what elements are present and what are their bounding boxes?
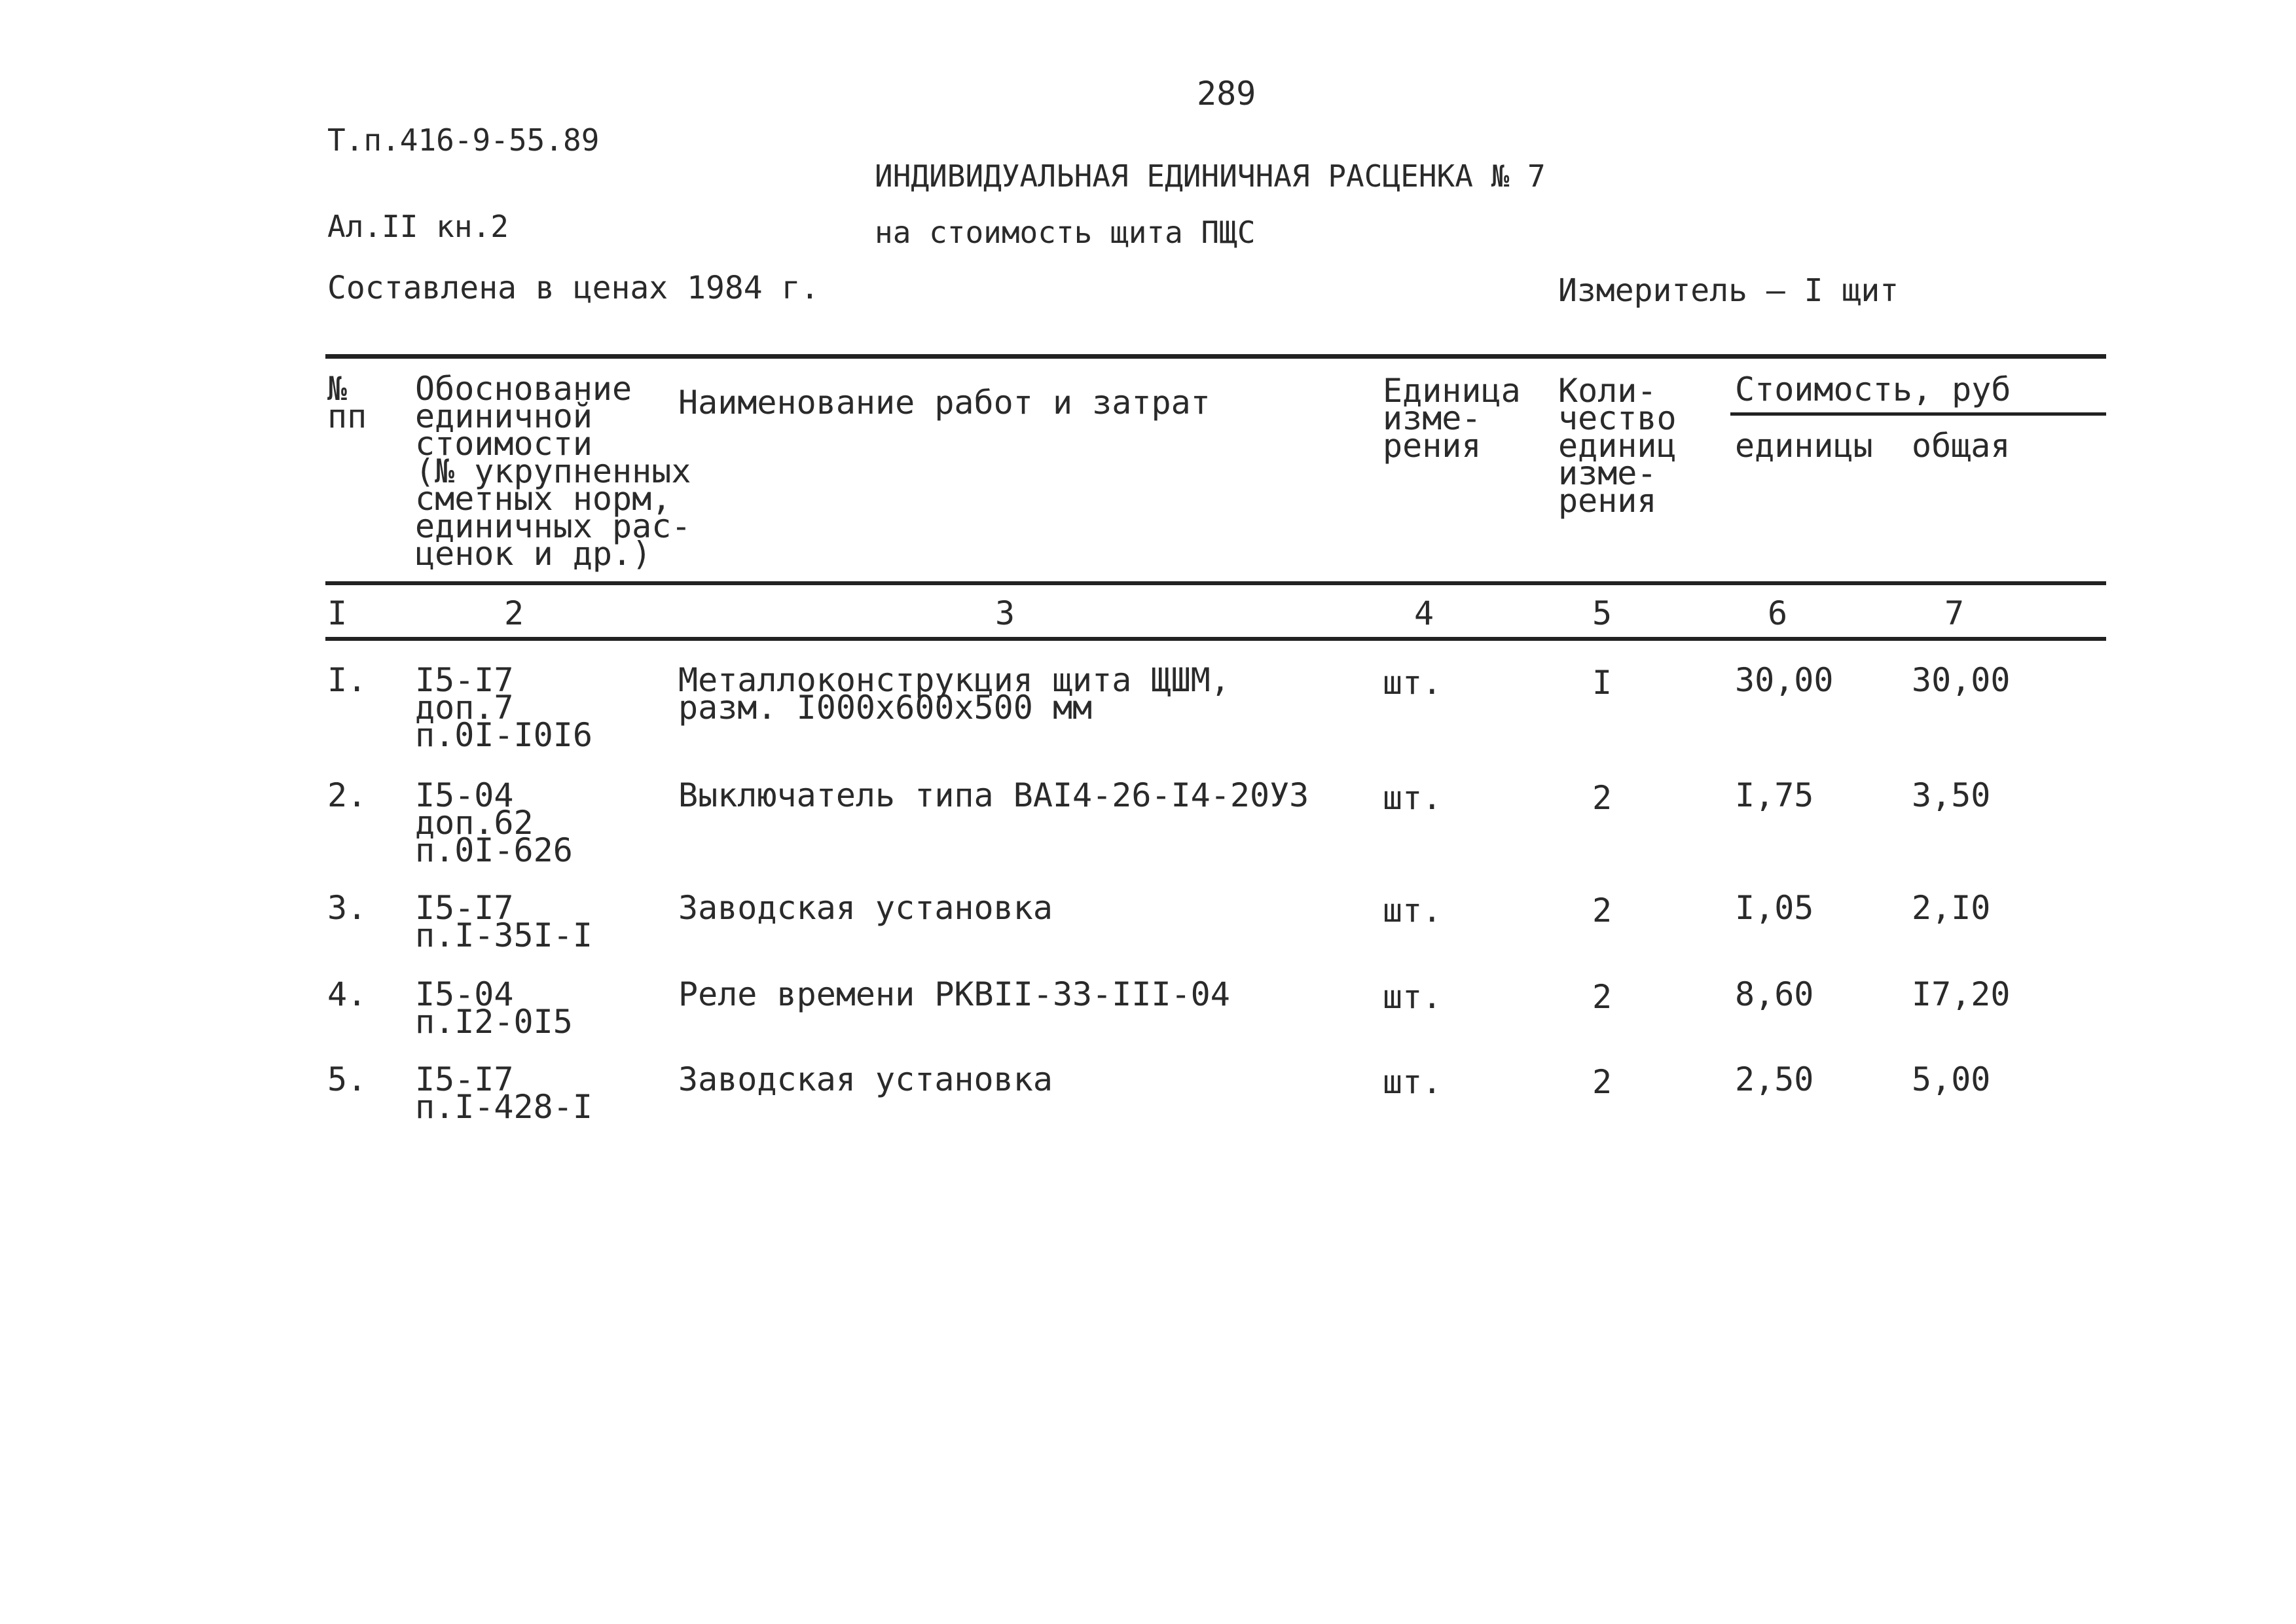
row-basis: I5-I7 п.I-428-I xyxy=(415,1060,592,1126)
row-qty: 2 xyxy=(1592,779,1613,817)
header-num: № пп xyxy=(327,370,367,435)
header-cost-unit: единицы xyxy=(1735,427,1873,465)
row-num: I. xyxy=(327,661,367,699)
row-qty: 2 xyxy=(1592,892,1613,929)
row-cost-total: 5,00 xyxy=(1912,1060,1991,1098)
row-name: Реле времени РКВII-33-III-04 xyxy=(678,975,1230,1013)
row-cost-unit: 8,60 xyxy=(1735,975,1814,1013)
column-number-7: 7 xyxy=(1944,594,1965,632)
header-unit: Единица изме- рения xyxy=(1383,372,1521,465)
row-num: 3. xyxy=(327,889,367,927)
document-reference xyxy=(327,68,599,270)
page-title: ИНДИВИДУАЛЬНАЯ ЕДИНИЧНАЯ РАСЦЕНКА № 7 xyxy=(875,158,1546,194)
header-name: Наименование работ и затрат xyxy=(678,384,1211,422)
row-unit: шт. xyxy=(1383,779,1442,817)
table-top-rule xyxy=(325,354,2106,359)
row-qty: I xyxy=(1592,664,1613,702)
header-cost-total: общая xyxy=(1912,427,2011,465)
row-unit: шт. xyxy=(1383,978,1442,1016)
row-cost-total: 2,I0 xyxy=(1912,889,1991,927)
row-basis: I5-04 п.I2-0I5 xyxy=(415,975,573,1041)
column-number-6: 6 xyxy=(1768,594,1788,632)
header-cost-group: Стоимость, руб xyxy=(1735,370,2011,408)
column-number-3: 3 xyxy=(995,594,1015,632)
document-reference-line1: Т.п.416-9-55.89 xyxy=(327,122,600,158)
page-subtitle: на стоимость щита ПЩС xyxy=(875,215,1256,250)
column-number-1: I xyxy=(327,594,348,632)
row-qty: 2 xyxy=(1592,978,1613,1016)
row-basis: I5-I7 доп.7 п.0I-I0I6 xyxy=(415,661,592,754)
page-number: 289 xyxy=(1197,75,1256,113)
row-unit: шт. xyxy=(1383,892,1442,929)
row-cost-total: 30,00 xyxy=(1912,661,2011,699)
row-num: 5. xyxy=(327,1060,367,1098)
row-unit: шт. xyxy=(1383,1063,1442,1101)
row-unit: шт. xyxy=(1383,664,1442,702)
header-basis: Обоснование единичной стоимости (№ укрупненных сметных норм, единичных рас- ценок и др.) xyxy=(415,370,691,573)
prices-note: Составлена в ценах 1984 г. xyxy=(327,270,820,306)
row-name: Заводская установка xyxy=(678,889,1053,927)
column-numbers-rule xyxy=(325,637,2106,641)
row-num: 2. xyxy=(327,776,367,814)
row-name: Выключатель типа ВАI4-26-I4-20УЗ xyxy=(678,776,1309,814)
document-reference-line2: Ал.II кн.2 xyxy=(327,209,509,244)
row-name: Металлоконструкция щита ЩШМ, разм. I000х600х500 мм xyxy=(678,661,1230,727)
row-qty: 2 xyxy=(1592,1063,1613,1101)
cost-group-rule xyxy=(1730,412,2106,416)
row-cost-total: I7,20 xyxy=(1912,975,2011,1013)
row-basis: I5-I7 п.I-35I-I xyxy=(415,889,592,954)
header-bottom-rule xyxy=(325,581,2106,585)
row-cost-unit: 30,00 xyxy=(1735,661,1834,699)
column-number-5: 5 xyxy=(1592,594,1613,632)
row-basis: I5-04 доп.62 п.0I-626 xyxy=(415,776,573,869)
row-cost-unit: 2,50 xyxy=(1735,1060,1814,1098)
column-number-4: 4 xyxy=(1414,594,1434,632)
row-cost-total: 3,50 xyxy=(1912,776,1991,814)
measure-note: Измеритель – I щит xyxy=(1558,272,1899,309)
row-cost-unit: I,05 xyxy=(1735,889,1814,927)
header-qty: Коли- чество единиц изме- рения xyxy=(1558,372,1677,520)
column-number-2: 2 xyxy=(504,594,524,632)
row-num: 4. xyxy=(327,975,367,1013)
row-name: Заводская установка xyxy=(678,1060,1053,1098)
row-cost-unit: I,75 xyxy=(1735,776,1814,814)
